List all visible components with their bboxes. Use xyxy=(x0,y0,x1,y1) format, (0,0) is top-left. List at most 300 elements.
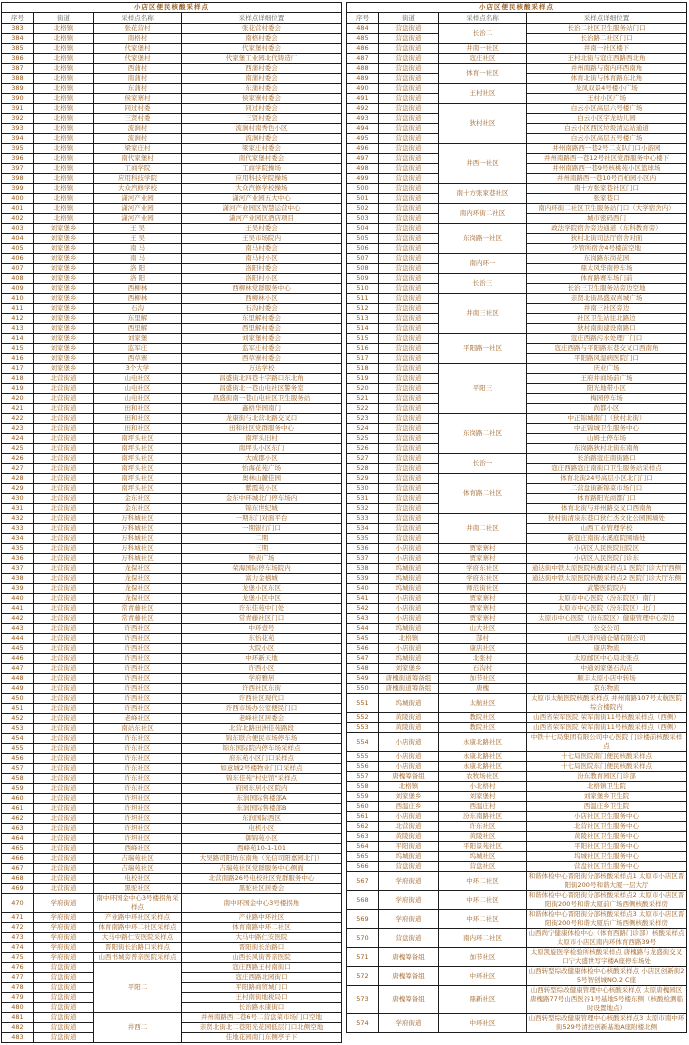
cell-number: 528 xyxy=(347,464,379,474)
cell-site-name: 平阳二 xyxy=(94,963,182,1013)
cell-number: 412 xyxy=(2,314,34,324)
cell-site-name: 东里解 xyxy=(94,314,182,324)
cell-location: 平阳社区卫生服务中心 xyxy=(527,842,687,852)
table-row xyxy=(2,614,342,624)
cell-street: 刘家堡乡 xyxy=(34,294,94,304)
cell-number: 427 xyxy=(2,464,34,474)
cell-site-name: 太航社区 xyxy=(439,694,527,713)
cell-site-name: 南内环二社区 xyxy=(439,929,527,948)
table-row xyxy=(2,454,342,464)
cell-location: 社区卫生站往北路边 xyxy=(527,314,687,324)
cell-street: 营盘街道 xyxy=(379,274,439,284)
cell-site-name: 长治二 xyxy=(439,24,527,44)
cell-location: 怡海花苑广场 xyxy=(182,464,342,474)
table-row xyxy=(347,664,687,674)
cell-number: 443 xyxy=(2,624,34,634)
page-title: 小店区便民核酸采样点 xyxy=(347,3,687,13)
cell-location: 山西尚宁健康体检中心（体育西路门诊部）核酸采样点 太原市小店区南内环体育西路39号 xyxy=(528,929,685,946)
cell-location: 井南三社区旁边 xyxy=(527,304,687,314)
cell-street: 刘家堡乡 xyxy=(379,664,439,674)
table-row xyxy=(347,624,687,634)
cell-location: 太原市中心医院（汾东院区）南门 xyxy=(527,594,687,604)
cell-street: 营盘街道 xyxy=(379,294,439,304)
cell-location: 通达街中铁太原医院核酸采样点1 医院门诊大厅西侧 xyxy=(527,564,687,574)
cell-street: 营盘街道 xyxy=(379,524,439,534)
table-row xyxy=(2,804,342,814)
cell-street: 北营街道 xyxy=(34,784,94,794)
table-row xyxy=(2,134,342,144)
cell-number: 527 xyxy=(347,454,379,464)
cell-site-name: 贾家寨村 xyxy=(439,594,527,604)
cell-number: 386 xyxy=(2,54,34,64)
cell-number: 488 xyxy=(347,64,379,74)
cell-street: 北营街道 xyxy=(34,484,94,494)
cell-location: 常青藤社区门口 xyxy=(182,614,342,624)
cell-street: 营盘街道 xyxy=(379,454,439,464)
cell-location: 汾东教育园区门诊部 xyxy=(527,772,687,782)
cell-location: 锦东联合便民市场停车场 xyxy=(182,734,342,744)
cell-number: 428 xyxy=(2,474,34,484)
cell-site-name: 东岗路二社区 xyxy=(439,414,527,454)
table-row xyxy=(2,564,342,574)
cell-number: 415 xyxy=(2,344,34,354)
cell-site-name: 许坦社区 xyxy=(94,824,182,834)
cell-site-name: 石沟 xyxy=(94,304,182,314)
cell-site-name: 许东社区 xyxy=(94,764,182,774)
cell-number: 434 xyxy=(2,534,34,544)
cell-site-name: 东蒲村 xyxy=(94,84,182,94)
cell-site-name: 应用科技学院 xyxy=(94,174,182,184)
cell-location: 王村南街地税局口 xyxy=(182,993,342,1003)
cell-number: 460 xyxy=(2,794,34,804)
cell-number: 456 xyxy=(2,754,34,764)
table-row xyxy=(2,534,342,544)
cell-location: 长治二社区卫生服务站门口 xyxy=(527,24,687,34)
table-row xyxy=(2,644,342,654)
cell-location: 许西社区东街 xyxy=(182,684,342,694)
cell-number: 479 xyxy=(2,993,34,1003)
cell-location: 中铁十七局集团有限公司中心医院 门诊楼前核酸采样点 xyxy=(527,733,687,752)
cell-number: 406 xyxy=(2,254,34,264)
table-row xyxy=(2,264,342,274)
cell-street: 坞城街道 xyxy=(379,564,439,574)
cell-number: 558 xyxy=(347,782,379,792)
cell-site-name: 学府东社区 xyxy=(439,564,527,574)
table-row xyxy=(2,654,342,664)
cell-location: 流涧村委会 xyxy=(182,134,342,144)
table-row xyxy=(347,644,687,654)
cell-location: 太原市太航医院核酸采样点 并州南路107号太航医院综合楼院内 xyxy=(527,694,687,713)
cell-number: 417 xyxy=(2,364,34,374)
cell-street: 学府街道 xyxy=(34,933,94,943)
cell-number: 555 xyxy=(347,752,379,762)
cell-street: 小店街道 xyxy=(379,644,439,654)
cell-street: 唐槐筹备组 xyxy=(379,948,439,967)
cell-number: 526 xyxy=(347,444,379,454)
cell-number: 561 xyxy=(347,812,379,822)
cell-location: 大成郡小区 xyxy=(182,454,342,464)
table-row xyxy=(347,54,687,64)
cell-site-name: 王 吴 xyxy=(94,224,182,234)
table-row xyxy=(2,334,342,344)
cell-street: 刘家堡乡 xyxy=(34,324,94,334)
cell-street: 营盘街道 xyxy=(34,983,94,993)
table-row xyxy=(347,812,687,822)
table-row xyxy=(2,54,342,64)
table-row xyxy=(2,913,342,923)
cell-number: 568 xyxy=(347,891,379,910)
cell-location: 南中环国金中心3号楼拐角 xyxy=(182,894,342,913)
cell-site-name: 许坦社区 xyxy=(94,794,182,804)
cell-number: 398 xyxy=(2,174,34,184)
cell-street: 营盘街道 xyxy=(379,224,439,234)
cell-number: 402 xyxy=(2,214,34,224)
cell-number: 540 xyxy=(347,584,379,594)
table-row xyxy=(2,314,342,324)
table-row xyxy=(347,674,687,684)
cell-street: 北营街道 xyxy=(34,594,94,604)
cell-number: 548 xyxy=(347,664,379,674)
table-row xyxy=(2,923,342,933)
cell-number: 522 xyxy=(347,404,379,414)
cell-location: 新寇庄南街水溪庭院围墙处 xyxy=(527,534,687,544)
cell-number: 559 xyxy=(347,792,379,802)
table-row xyxy=(347,772,687,782)
table-row xyxy=(2,1013,342,1023)
cell-street: 坞城街道 xyxy=(379,574,439,584)
table-row xyxy=(347,554,687,564)
table-row xyxy=(347,274,687,284)
table-row xyxy=(2,684,342,694)
cell-number: 556 xyxy=(347,762,379,772)
cell-site-name: 许东社区 xyxy=(94,774,182,784)
cell-number: 400 xyxy=(2,194,34,204)
cell-number: 493 xyxy=(347,114,379,124)
cell-site-name: 南站东社区 xyxy=(94,724,182,734)
cell-number: 430 xyxy=(2,494,34,504)
table-row xyxy=(347,986,687,1014)
table-row xyxy=(2,224,342,234)
cell-number: 425 xyxy=(2,444,34,454)
cell-site-name: 南内环一 xyxy=(439,254,527,274)
cell-location: 并州南路西一巷2号二支队门口小游园 xyxy=(527,144,687,154)
cell-street: 营盘街道 xyxy=(379,34,439,44)
cell-street: 北格镇 xyxy=(379,634,439,644)
table-row xyxy=(347,204,687,214)
cell-street: 北营街道 xyxy=(34,664,94,674)
cell-site-name: 吉瑞苑社区 xyxy=(94,854,182,864)
cell-number: 426 xyxy=(2,454,34,464)
cell-site-name: 南坪头社区 xyxy=(94,484,182,494)
cell-location: 荣海国际停车场院内 xyxy=(182,564,342,574)
cell-location: 代家堡村委会 xyxy=(182,44,342,54)
table-row xyxy=(2,94,342,104)
cell-number: 449 xyxy=(2,684,34,694)
cell-street: 北营街道 xyxy=(34,394,94,404)
cell-street: 黄陵街道 xyxy=(379,723,439,733)
cell-street: 北格镇 xyxy=(34,204,94,214)
table-row xyxy=(2,864,342,874)
cell-street: 北格镇 xyxy=(34,64,94,74)
cell-location: 刘家堡乡卫生院 xyxy=(527,792,687,802)
cell-site-name: 西峰社区 xyxy=(94,844,182,854)
cell-street: 营盘街道 xyxy=(34,973,94,983)
table-row xyxy=(2,344,342,354)
cell-street: 营盘街道 xyxy=(379,104,439,114)
table-row xyxy=(2,184,342,194)
cell-street: 刘家堡乡 xyxy=(34,234,94,244)
cell-location: 佳地花园南门东侧亭子下 xyxy=(182,1033,342,1043)
table-row xyxy=(2,634,342,644)
cell-number: 569 xyxy=(347,910,379,929)
cell-location: 顺丰太原小店中转场 xyxy=(527,674,687,684)
cell-location: 少管所宿舍4号楼前空地 xyxy=(527,244,687,254)
cell-number: 471 xyxy=(2,913,34,923)
cell-street: 学府街道 xyxy=(34,913,94,923)
cell-location: 同过村委会 xyxy=(182,104,342,114)
cell-number: 557 xyxy=(347,772,379,782)
table-row xyxy=(347,294,687,304)
cell-location: 中环新天地 xyxy=(182,654,342,664)
table-row xyxy=(2,484,342,494)
cell-location: 并州南路西一巷10号百柏园小区内 xyxy=(527,174,687,184)
cell-street: 营盘街道 xyxy=(34,1023,94,1033)
table-row xyxy=(2,444,342,454)
cell-number: 534 xyxy=(347,524,379,534)
cell-location: 和谐体检中心晋阳街分部核酸采样点2 太原市小店区晋阳街200号和谐大厦前广场西侧核酸采样房 xyxy=(527,891,687,910)
cell-location: 西温庄乡卫生院 xyxy=(527,802,687,812)
cell-location: 长治路永康街口 xyxy=(182,1003,342,1013)
table-row xyxy=(2,574,342,584)
cell-street: 营盘街道 xyxy=(34,1003,94,1013)
cell-location: 鼎太风华南停车场 xyxy=(527,264,687,274)
cell-site-name: 山大社区 xyxy=(439,624,527,634)
cell-site-name: 平阳三 xyxy=(439,364,527,414)
table-row xyxy=(347,564,687,574)
cell-number: 396 xyxy=(2,154,34,164)
cell-location: 龙堡小区中区 xyxy=(182,594,342,604)
cell-number: 512 xyxy=(347,304,379,314)
table-row xyxy=(347,752,687,762)
cell-location: 一期东门对面平台 xyxy=(182,514,342,524)
cell-street: 学府街道 xyxy=(379,1014,439,1033)
cell-street: 营盘街道 xyxy=(379,514,439,524)
cell-location: 并州南路西一巷9号核桃苑小区篮球场 xyxy=(527,164,687,174)
cell-location: 东岗路东岗花园 xyxy=(527,254,687,264)
cell-number: 538 xyxy=(347,564,379,574)
cell-street: 营盘街道 xyxy=(34,1013,94,1023)
table-row xyxy=(347,654,687,664)
cell-number: 457 xyxy=(2,764,34,774)
table-row xyxy=(347,574,687,584)
table-row xyxy=(2,504,342,514)
cell-site-name: 南十方张家巷社区 xyxy=(439,184,527,204)
cell-site-name: 龙保社区 xyxy=(94,584,182,594)
cell-street: 营盘街道 xyxy=(379,434,439,444)
table-row xyxy=(347,872,687,891)
table-row xyxy=(2,74,342,84)
cell-location: 工商学院操场 xyxy=(182,164,342,174)
cell-number: 465 xyxy=(2,844,34,854)
cell-site-name: 农牧场社区 xyxy=(439,772,527,782)
cell-street: 北营街道 xyxy=(34,444,94,454)
table-row xyxy=(347,713,687,723)
cell-location: 并州南路西二巷6号二营盘菜市场门口空地 xyxy=(182,1013,342,1023)
cell-street: 北营街道 xyxy=(34,474,94,484)
cell-street: 刘家堡乡 xyxy=(34,224,94,234)
cell-street: 学府街道 xyxy=(379,910,439,929)
table-row xyxy=(2,204,342,214)
cell-street: 北格镇 xyxy=(34,34,94,44)
cell-site-name: 加节社区 xyxy=(439,674,527,684)
cell-site-name: 体育南路中环二社区采样点 xyxy=(94,923,182,933)
cell-street: 营盘街道 xyxy=(379,114,439,124)
cell-site-name: 加节社区 xyxy=(439,948,527,967)
cell-street: 北营街道 xyxy=(34,574,94,584)
cell-street: 北营街道 xyxy=(34,774,94,784)
cell-number: 437 xyxy=(2,564,34,574)
table-row xyxy=(347,634,687,644)
cell-number: 404 xyxy=(2,234,34,244)
cell-number: 387 xyxy=(2,64,34,74)
cell-street: 营盘街道 xyxy=(379,474,439,484)
cell-location: 潇河产业园区智慧运营中心 xyxy=(182,204,342,214)
cell-number: 487 xyxy=(347,54,379,64)
cell-site-name: 狄村社区 xyxy=(439,104,527,144)
cell-number: 450 xyxy=(2,694,34,704)
cell-street: 唐槐街道筹备组 xyxy=(379,674,439,684)
table-row xyxy=(2,514,342,524)
cell-number: 502 xyxy=(347,204,379,214)
cell-location: 西蒲村委会 xyxy=(182,64,342,74)
cell-site-name: 山电社区 xyxy=(94,374,182,384)
cell-site-name: 洛 阳 xyxy=(94,264,182,274)
cell-location: 许西小区 xyxy=(182,664,342,674)
cell-number: 392 xyxy=(2,114,34,124)
table-row xyxy=(347,842,687,852)
cell-site-name: 刘家堡村 xyxy=(439,792,527,802)
cell-street: 营盘街道 xyxy=(379,324,439,334)
cell-street: 营盘街道 xyxy=(379,414,439,424)
cell-number: 523 xyxy=(347,414,379,424)
cell-street: 营盘街道 xyxy=(379,929,439,948)
cell-site-name: 晋阳街长治路口采样点 xyxy=(94,943,182,953)
cell-street: 黄陵街道 xyxy=(379,832,439,842)
cell-location: 体育北街24号高层小区北门门口 xyxy=(527,474,687,484)
cell-site-name: 洛 阳 xyxy=(94,274,182,284)
cell-site-name: 永康北路社区 xyxy=(439,762,527,772)
cell-location: 王府井商场前广场 xyxy=(527,374,687,384)
cell-site-name: 东岗路一社区 xyxy=(439,224,527,254)
cell-street: 营盘街道 xyxy=(379,214,439,224)
cell-site-name: 金东社区 xyxy=(94,504,182,514)
table-row xyxy=(2,274,342,284)
cell-number: 563 xyxy=(347,832,379,842)
cell-location: 府园东居小区院内 xyxy=(182,784,342,794)
cell-number: 442 xyxy=(2,614,34,624)
cell-street: 北营街道 xyxy=(34,724,94,734)
cell-location: 南马村委会 xyxy=(182,244,342,254)
cell-location: 山西省荣军医院 荣军南街11号核酸采样点（西侧） xyxy=(527,723,687,733)
table-row xyxy=(2,44,342,54)
column-header: 街道 xyxy=(34,13,94,24)
cell-location: 龙康街与北营北路交叉口 xyxy=(182,414,342,424)
cell-location: 王吴市场院内 xyxy=(182,234,342,244)
cell-site-name: 南中环国金中心3号楼拐角采样点 xyxy=(94,894,182,913)
table-row xyxy=(347,84,687,94)
cell-site-name: 许西社区 xyxy=(94,624,182,634)
cell-location: 许西市场办公室便民门口 xyxy=(182,704,342,714)
table-row xyxy=(2,943,342,953)
cell-number: 507 xyxy=(347,254,379,264)
cell-site-name: 流涧村 xyxy=(94,124,182,134)
cell-street: 小店街道 xyxy=(379,752,439,762)
cell-street: 北营街道 xyxy=(34,764,94,774)
cell-number: 525 xyxy=(347,434,379,444)
cell-location: 南十方张家巷社区门口 xyxy=(527,184,687,194)
cell-location: 监军庄村委会 xyxy=(182,344,342,354)
table-row xyxy=(2,724,342,734)
cell-location: 寇庄西路北园街口 xyxy=(182,973,342,983)
column-header: 序号 xyxy=(347,13,379,24)
cell-street: 小店街道 xyxy=(379,812,439,822)
cell-number: 389 xyxy=(2,84,34,94)
cell-location: 体育北街与并州路交叉口西南角 xyxy=(527,504,687,514)
cell-location: 中通刘家堡石沟点 xyxy=(527,664,687,674)
cell-site-name: 小北格村 xyxy=(439,782,527,792)
table-row xyxy=(2,604,342,614)
cell-street: 北格镇 xyxy=(34,154,94,164)
table-row xyxy=(2,434,342,444)
cell-site-name: 金东社区 xyxy=(94,494,182,504)
cell-number: 542 xyxy=(347,604,379,614)
cell-location: 万达学校 xyxy=(182,364,342,374)
cell-street: 营盘街道 xyxy=(379,504,439,514)
table-row xyxy=(347,684,687,694)
table-row xyxy=(2,494,342,504)
cell-street: 北营街道 xyxy=(34,654,94,664)
table-row xyxy=(347,782,687,792)
cell-site-name: 南 马 xyxy=(94,254,182,264)
cell-location: 钟表广场 xyxy=(182,554,342,564)
table-row xyxy=(2,784,342,794)
cell-site-name: 张花营村 xyxy=(94,24,182,34)
cell-location: 南格村委会 xyxy=(182,34,342,44)
cell-site-name: 王村社区 xyxy=(439,84,527,104)
table-row xyxy=(347,614,687,624)
cell-street: 小店街道 xyxy=(379,554,439,564)
table-row xyxy=(2,154,342,164)
cell-street: 北格镇 xyxy=(34,24,94,34)
cell-location: 吉瑞苑社区党群服务中心侧面 xyxy=(182,864,342,874)
cell-street: 北格镇 xyxy=(34,144,94,154)
cell-site-name: 万科城社区 xyxy=(94,514,182,524)
cell-site-name: 山电社区 xyxy=(94,384,182,394)
cell-number: 462 xyxy=(2,814,34,824)
cell-location: 张花营村委会 xyxy=(182,24,342,34)
cell-number: 498 xyxy=(347,164,379,174)
cell-site-name: 同过村委 xyxy=(94,104,182,114)
cell-site-name: 中环社区 xyxy=(439,1014,527,1033)
cell-street: 营盘街道 xyxy=(379,234,439,244)
cell-number: 438 xyxy=(2,574,34,584)
cell-number: 388 xyxy=(2,74,34,84)
cell-number: 560 xyxy=(347,802,379,812)
cell-street: 营盘街道 xyxy=(379,254,439,264)
cell-number: 445 xyxy=(2,644,34,654)
column-header: 采样点名称 xyxy=(439,13,527,24)
cell-number: 385 xyxy=(2,44,34,54)
